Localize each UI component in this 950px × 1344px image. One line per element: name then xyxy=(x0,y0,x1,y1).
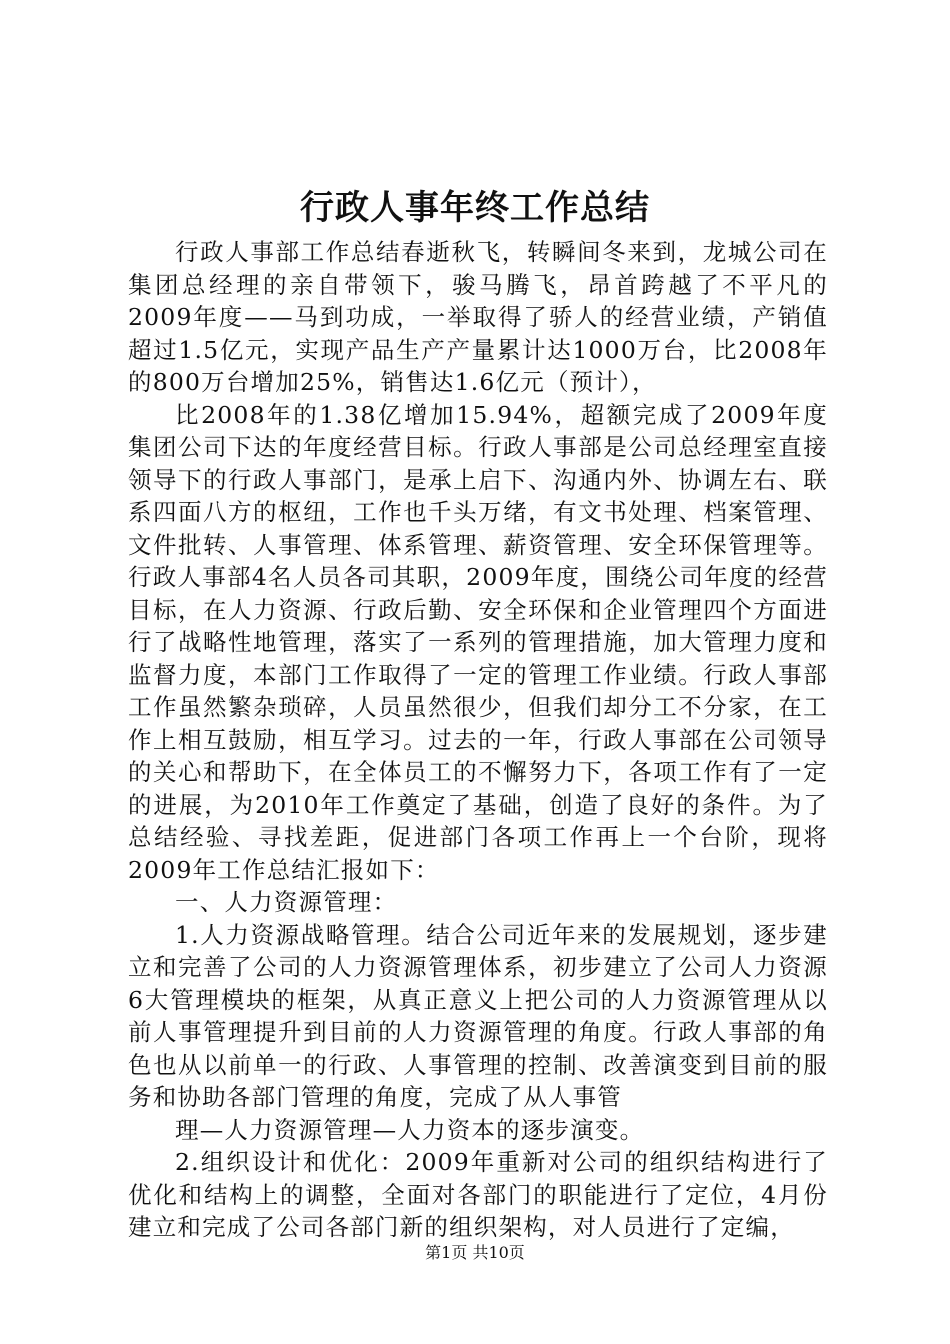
page-number: 第1页 共10页 xyxy=(425,1243,525,1262)
paragraph-intro: 行政人事部工作总结春逝秋飞，转瞬间冬来到，龙城公司在集团总经理的亲自带领下，骏马腾飞，昂首跨越了不平凡的2009年度——马到功成，一举取得了骄人的经营业绩，产销值超过1.5亿元，实现产品生产产量累计达1000万台，比2008年的800万台增加25%，销售达1.6亿元（预计）， xyxy=(128,238,828,396)
paragraph-hr-strategy: 1.人力资源战略管理。结合公司近年来的发展规划，逐步建立和完善了公司的人力资源管理体系，初步建立了公司人力资源6大管理模块的框架，从真正意义上把公司的人力资源管理从以前人事管理提升到目前的人力资源管理的角度。行政人事部的角色也从以前单一的行政、人事管理的控制、改善演变到目前的服务和协助各部门管理的角度，完成了从人事管 xyxy=(128,920,828,1111)
document-title: 行政人事年终工作总结 xyxy=(300,188,650,228)
paragraph-org-design: 2.组织设计和优化：2009年重新对公司的组织结构进行了优化和结构上的调整，全面对各部门的职能进行了定位，4月份建立和完成了公司各部门新的组织架构，对人员进行了定编， xyxy=(128,1148,828,1241)
document-body xyxy=(128,236,828,1244)
section-heading-hr: 一、人力资源管理： xyxy=(175,888,398,916)
paragraph-hr-strategy-cont: 理—人力资源管理—人力资本的逐步演变。 xyxy=(175,1115,645,1144)
paragraph-overview: 比2008年的1.38亿增加15.94%，超额完成了2009年度集团公司下达的年度经营目标。行政人事部是公司总经理室直接领导下的行政人事部门，是承上启下、沟通内外、协调左右、联系四面八方的枢纽，工作也千头万绪，有文书处理、档案管理、文件批转、人事管理、体系管理、薪资管理、安全环保管理等。行政人事部4名人员各司其职，2009年度，围绕公司年度的经营目标，在人力资源、行政后勤、安全环保和企业管理四个方面进行了战略性地管理，落实了一系列的管理措施，加大管理力度和监督力度，本部门工作取得了一定的管理工作业绩。行政人事部工作虽然繁杂琐碎，人员虽然很少，但我们却分工不分家，在工作上相互鼓励，相互学习。过去的一年，行政人事部在公司领导的关心和帮助下，在全体员工的不懈努力下，各项工作有了一定的进展，为2010年工作奠定了基础，创造了良好的条件。为了总结经验、寻找差距，促进部门各项工作再上一个台阶，现将2009年工作总结汇报如下： xyxy=(128,400,828,884)
